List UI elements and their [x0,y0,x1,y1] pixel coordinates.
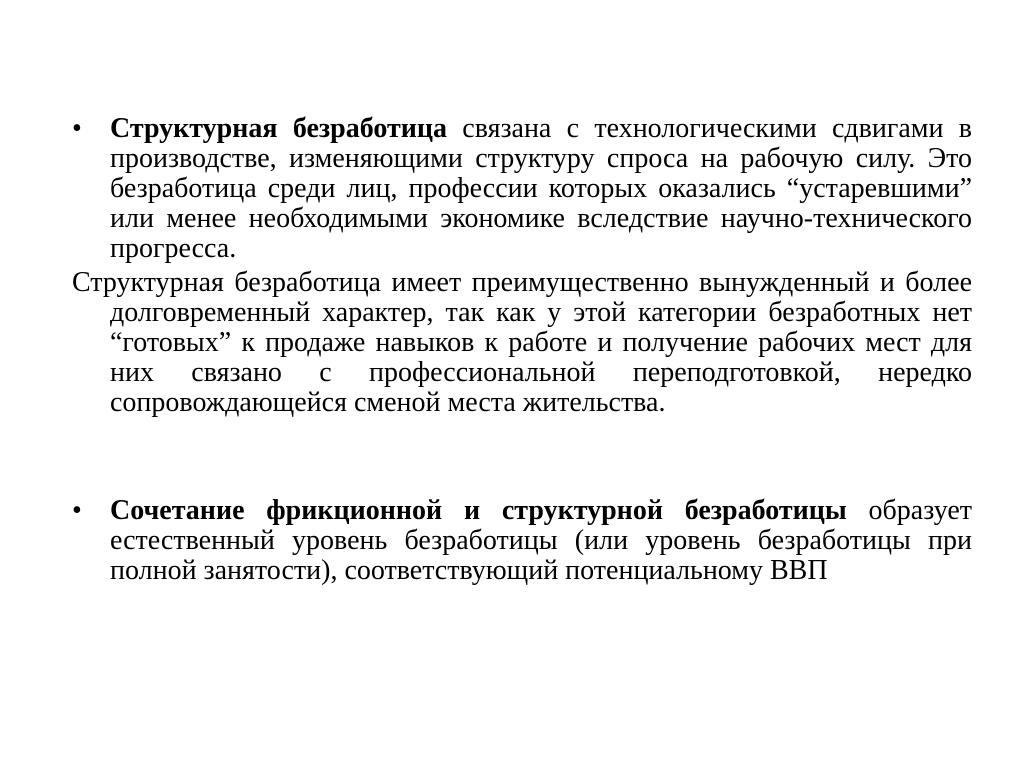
paragraph-text: Структурная безработица имеет преимущественно вынужденный и более долговременный характер, так как у этой категории безработных нет “готовых” к продаже навыков к работе и получение рабочих мест для них связано с профессиональной переподготовкой, нередко сопровождающейся сменой места жительства. [72,267,972,418]
term-frictional-and-structural: Сочетание фрикционной и структурной безработицы [110,495,847,526]
bullet-marker: • [72,113,82,144]
paragraph-natural-unemployment [72,496,972,586]
term-structural-unemployment: Структурная безработица [110,113,447,144]
paragraph-structural-unemployment-nature [72,268,972,418]
paragraph-text: связана с технологическими сдвигами в производстве, изменяющими структуру спроса на рабочую силу. Это безработица среди лиц, профессии которых оказались “устаревшими” или менее необходимыми экономике вследствие научно-технического прогресса. [110,113,973,264]
paragraph-text: образует естественный уровень безработицы (или уровень безработицы при полной занятости), соответствующий потенциальному ВВП [110,495,972,586]
paragraph-structural-unemployment-definition [72,114,972,264]
bullet-marker: • [72,495,82,526]
